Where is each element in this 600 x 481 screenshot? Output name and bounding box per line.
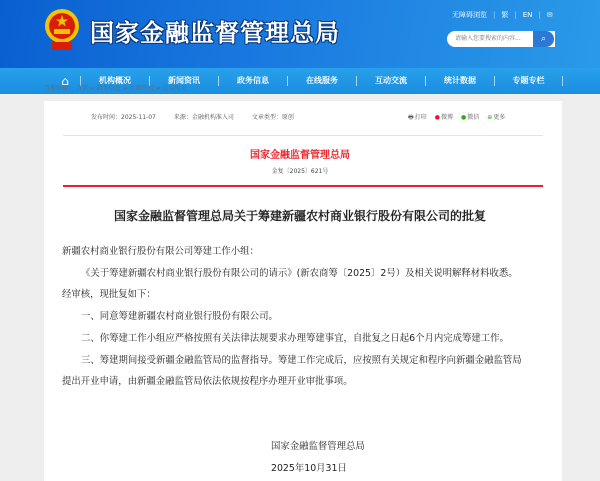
document-body (62, 241, 546, 393)
paragraph: 三、筹建期间接受新疆金融监管局的监督指导。筹建工作完成后，应按照有关规定和程序向新疆金融监管局 (81, 354, 522, 366)
site-title[interactable]: 国家金融监督管理总局 (90, 19, 340, 47)
signature-block (271, 436, 365, 479)
top-links: 无障碍浏览 | 繁 | EN | ✉ (452, 11, 553, 19)
signature: 国家金融监督管理总局 (271, 441, 365, 452)
divider (63, 135, 543, 136)
wechat-icon: ● (460, 114, 467, 121)
weibo-icon: ● (434, 114, 440, 121)
nav-item-government-info[interactable]: 政务信息 (218, 76, 287, 86)
article-meta (91, 112, 294, 121)
search-icon: ⌕ (540, 34, 547, 44)
mail-icon[interactable]: ✉ (546, 11, 553, 19)
article-type: 文章类型：原创 (251, 114, 294, 121)
accessibility-link[interactable]: 无障碍浏览 (452, 11, 487, 19)
issuer-heading: 国家金融监督管理总局 (250, 150, 350, 161)
nav-item-news[interactable]: 新闻资讯 (149, 76, 218, 86)
nav-item-interaction[interactable]: 互动交流 (356, 76, 425, 86)
paragraph: 一、同意筹建新疆农村商业银行股份有限公司。 (81, 311, 278, 323)
search-button[interactable] (533, 31, 554, 47)
document-date: 2025年10月31日 (271, 462, 347, 474)
breadcrumb (44, 85, 186, 93)
print-button[interactable] (408, 112, 427, 123)
traditional-chinese-link[interactable]: 繁 (501, 11, 509, 19)
document-number: 金复〔2025〕621号 (271, 168, 329, 175)
nav-item-special-topics[interactable]: 专题专栏 (494, 76, 563, 86)
wechat-label: 微信 (467, 114, 480, 121)
nav-item-statistics[interactable]: 统计数据 (425, 76, 494, 86)
plus-circle-icon: ⊕ (487, 114, 493, 121)
source: 来源：金融机构准入司 (173, 114, 234, 121)
publish-time: 发布时间：2025-11-07 (91, 114, 156, 121)
more-label: 更多 (493, 114, 506, 121)
print-label: 打印 (414, 114, 427, 121)
paragraph: 经审核，现批复如下： (62, 289, 156, 301)
paragraph: 提出开业申请，由新疆金融监管局依法依规按程序办理开业审批事项。 (62, 376, 353, 388)
site-header (0, 0, 600, 68)
search-input[interactable]: 请输入您要搜索的内容... (447, 31, 555, 47)
nav-item-online-services[interactable]: 在线服务 (287, 76, 356, 86)
home-icon[interactable]: ⌂ (61, 74, 69, 88)
document-title: 国家金融监督管理总局关于筹建新疆农村商业银行股份有限公司的批复 (113, 209, 486, 223)
more-button[interactable] (487, 112, 505, 123)
weibo-button[interactable] (435, 112, 453, 123)
share-bar (408, 112, 505, 123)
wechat-button[interactable] (461, 112, 479, 123)
weibo-label: 微博 (440, 114, 453, 121)
paragraph-addressee: 新疆农村商业银行股份有限公司筹建工作小组： (62, 246, 259, 257)
red-divider (63, 185, 543, 187)
breadcrumb-label: 当前位置： (44, 85, 75, 92)
printer-icon: 🖶 (408, 114, 414, 121)
paragraph: 二、你筹建工作小组应严格按照有关法律法规要求办理筹建事宜，自批复之日起6个月内完成筹建工作。 (81, 332, 509, 344)
national-emblem-icon (44, 8, 80, 52)
breadcrumb-path[interactable]: 首页 > 政务信息 > 行政许可 > 总局机关 (75, 85, 187, 92)
english-link[interactable]: EN (522, 11, 533, 19)
nav-item-overview[interactable]: 机构概况 (80, 76, 149, 86)
paragraph: 《关于筹建新疆农村商业银行股份有限公司的请示》(新农商筹〔2025〕2号）及相关说明解释材料收悉。 (81, 267, 518, 279)
